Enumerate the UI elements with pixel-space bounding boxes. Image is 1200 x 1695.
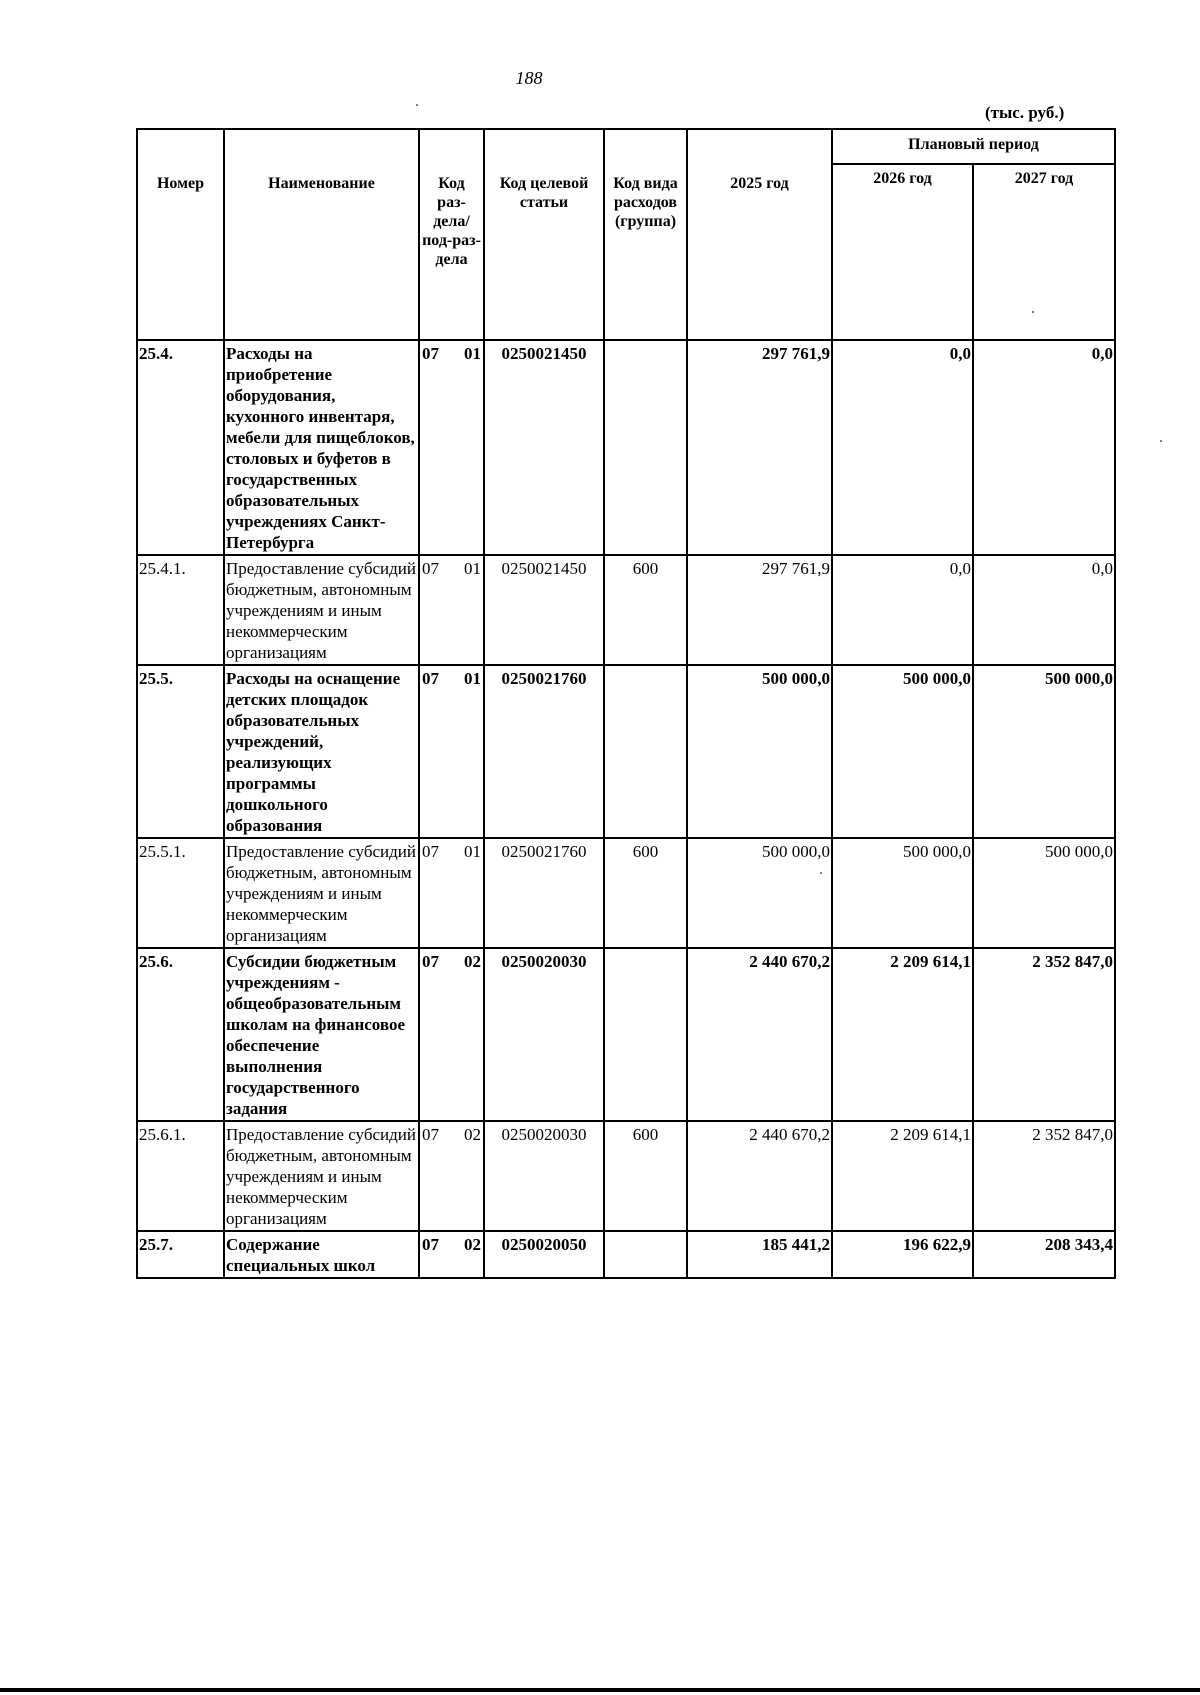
row-name: Предоставление субсидий бюджетным, автономным учреждениям и иным некоммерческим организациям <box>224 1121 419 1231</box>
row-amount-2025: 297 761,9 <box>687 555 832 665</box>
row-target-code: 0250020050 <box>484 1231 604 1278</box>
header-name: Наименование <box>224 129 419 340</box>
row-amount-2026: 0,0 <box>832 555 973 665</box>
row-amount-2027: 2 352 847,0 <box>973 1121 1115 1231</box>
scan-speck <box>820 872 822 874</box>
row-section-code <box>419 555 484 665</box>
row-section-code <box>419 1231 484 1278</box>
row-section-code <box>419 838 484 948</box>
page-number: 188 <box>515 68 543 88</box>
header-row-top <box>137 129 1115 164</box>
header-expense-type-code: Код вида расходов (группа) <box>604 129 687 340</box>
row-expense-type: 600 <box>604 555 687 665</box>
row-subsection: 02 <box>464 952 481 971</box>
row-section: 07 <box>422 669 439 688</box>
bottom-rule <box>0 1688 1200 1692</box>
row-target-code: 0250020030 <box>484 948 604 1121</box>
table-row <box>137 555 1115 665</box>
row-expense-type <box>604 340 687 555</box>
row-amount-2027: 208 343,4 <box>973 1231 1115 1278</box>
row-name: Содержание специальных школ <box>224 1231 419 1278</box>
table-row <box>137 1231 1115 1278</box>
row-amount-2025: 297 761,9 <box>687 340 832 555</box>
row-target-code: 0250021760 <box>484 838 604 948</box>
row-amount-2026: 2 209 614,1 <box>832 948 973 1121</box>
row-amount-2027: 0,0 <box>973 340 1115 555</box>
row-amount-2025: 500 000,0 <box>687 838 832 948</box>
row-amount-2027: 0,0 <box>973 555 1115 665</box>
header-number: Номер <box>137 129 224 340</box>
row-section: 07 <box>422 842 439 861</box>
row-number: 25.5.1. <box>137 838 224 948</box>
row-amount-2025: 500 000,0 <box>687 665 832 838</box>
table-row <box>137 665 1115 838</box>
row-section-code <box>419 1121 484 1231</box>
scan-speck <box>416 104 418 106</box>
header-year-2027: 2027 год <box>973 164 1115 340</box>
row-subsection: 01 <box>464 559 481 578</box>
row-amount-2025: 2 440 670,2 <box>687 948 832 1121</box>
row-section-code <box>419 665 484 838</box>
header-year-2026: 2026 год <box>832 164 973 340</box>
row-amount-2025: 185 441,2 <box>687 1231 832 1278</box>
table-row <box>137 948 1115 1121</box>
row-amount-2026: 196 622,9 <box>832 1231 973 1278</box>
row-number: 25.6. <box>137 948 224 1121</box>
row-number: 25.4.1. <box>137 555 224 665</box>
row-target-code: 0250021450 <box>484 340 604 555</box>
row-subsection: 02 <box>464 1125 481 1144</box>
row-section-code <box>419 948 484 1121</box>
row-name: Предоставление субсидий бюджетным, автономным учреждениям и иным некоммерческим организациям <box>224 838 419 948</box>
row-amount-2025: 2 440 670,2 <box>687 1121 832 1231</box>
table-row <box>137 340 1115 555</box>
row-section: 07 <box>422 559 439 578</box>
row-expense-type <box>604 665 687 838</box>
budget-table <box>136 128 1116 1279</box>
header-section-code: Код раз-дела/ под-раз-дела <box>419 129 484 340</box>
row-expense-type: 600 <box>604 1121 687 1231</box>
row-name: Субсидии бюджетным учреждениям - общеобразовательным школам на финансовое обеспечение выполнения государственного задания <box>224 948 419 1121</box>
row-amount-2026: 500 000,0 <box>832 838 973 948</box>
row-target-code: 0250021450 <box>484 555 604 665</box>
units-label: (тыс. руб.) <box>985 103 1065 122</box>
row-subsection: 01 <box>464 842 481 861</box>
row-name: Расходы на приобретение оборудования, кухонного инвентаря, мебели для пищеблоков, столовых и буфетов в государственных образовательных учреждениях Санкт-Петербурга <box>224 340 419 555</box>
row-subsection: 01 <box>464 344 481 363</box>
row-amount-2027: 500 000,0 <box>973 665 1115 838</box>
row-subsection: 01 <box>464 669 481 688</box>
row-number: 25.5. <box>137 665 224 838</box>
row-amount-2027: 2 352 847,0 <box>973 948 1115 1121</box>
row-target-code: 0250021760 <box>484 665 604 838</box>
row-section: 07 <box>422 952 439 971</box>
row-amount-2026: 2 209 614,1 <box>832 1121 973 1231</box>
row-section-code <box>419 340 484 555</box>
row-section: 07 <box>422 1125 439 1144</box>
row-expense-type: 600 <box>604 838 687 948</box>
header-target-code: Код целевой статьи <box>484 129 604 340</box>
row-section: 07 <box>422 344 439 363</box>
row-name: Предоставление субсидий бюджетным, автономным учреждениям и иным некоммерческим организациям <box>224 555 419 665</box>
row-number: 25.6.1. <box>137 1121 224 1231</box>
table-row <box>137 838 1115 948</box>
row-amount-2026: 0,0 <box>832 340 973 555</box>
row-name: Расходы на оснащение детских площадок образовательных учреждений, реализующих программы дошкольного образования <box>224 665 419 838</box>
table-row <box>137 1121 1115 1231</box>
scan-speck <box>1032 311 1034 313</box>
row-number: 25.4. <box>137 340 224 555</box>
table-header <box>137 129 1115 340</box>
row-expense-type <box>604 1231 687 1278</box>
header-year-2025: 2025 год <box>687 129 832 340</box>
row-target-code: 0250020030 <box>484 1121 604 1231</box>
row-amount-2027: 500 000,0 <box>973 838 1115 948</box>
header-planned-period: Плановый период <box>832 129 1115 164</box>
row-section: 07 <box>422 1235 439 1254</box>
row-amount-2026: 500 000,0 <box>832 665 973 838</box>
row-expense-type <box>604 948 687 1121</box>
table-body <box>137 340 1115 1278</box>
row-subsection: 02 <box>464 1235 481 1254</box>
row-number: 25.7. <box>137 1231 224 1278</box>
scan-speck <box>1160 440 1162 442</box>
